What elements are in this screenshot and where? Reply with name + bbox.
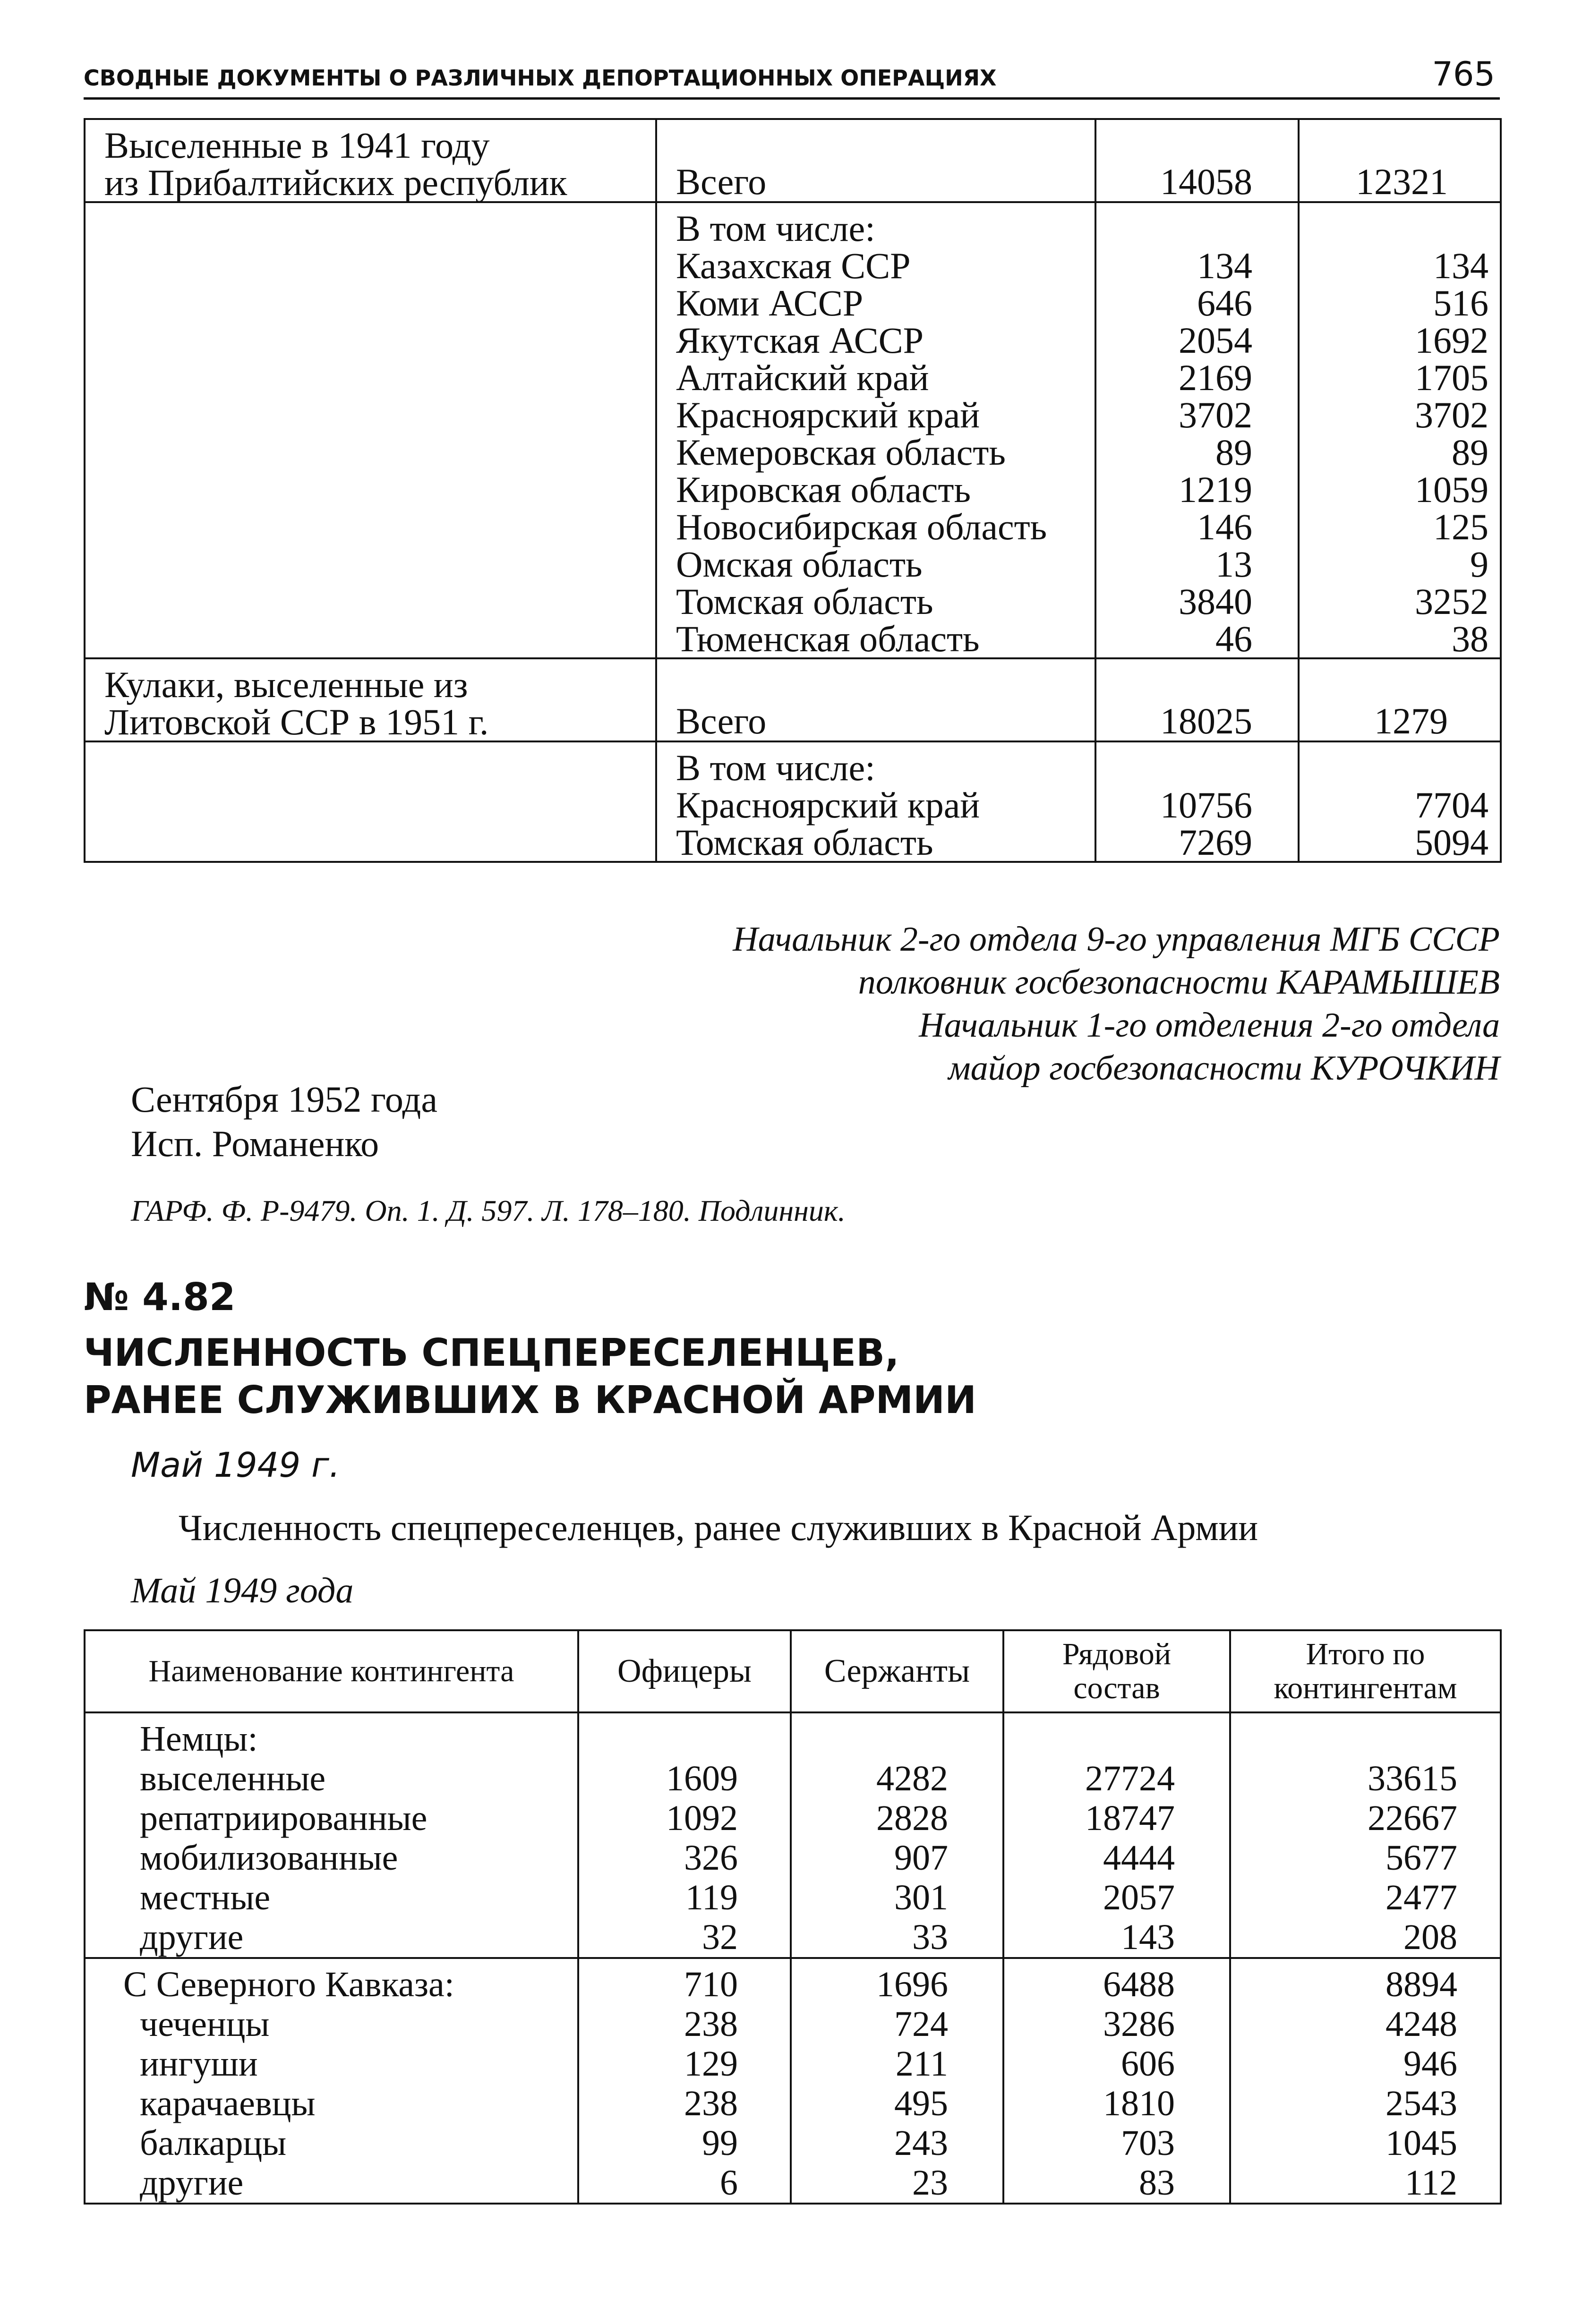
officers-value: 32 [578, 1917, 791, 1958]
category-line: Кулаки, выселенные из [104, 664, 468, 705]
region-name: Омская область [676, 544, 923, 585]
header-line: контингентам [1274, 1671, 1457, 1705]
contingent-table [84, 1629, 1502, 2205]
region-names [656, 202, 1095, 658]
total-value: 5677 [1230, 1838, 1501, 1878]
privates-value: 4444 [1003, 1838, 1230, 1878]
contingent-name: другие [85, 2163, 578, 2204]
total-value: 112 [1230, 2163, 1501, 2204]
region-values-a [1095, 741, 1299, 862]
contingent-name: другие [85, 1917, 578, 1958]
region-name: Якутская АССР [676, 320, 924, 361]
empty-cell [1003, 1712, 1230, 1759]
header-line: Итого по [1306, 1637, 1425, 1671]
region-name: Тюменская область [676, 618, 980, 659]
privates-value: 27724 [1003, 1759, 1230, 1798]
category-line: Литовской ССР в 1951 г. [104, 701, 489, 742]
table-row [85, 2163, 1501, 2204]
region-names [656, 741, 1095, 862]
privates-value: 703 [1003, 2123, 1230, 2163]
total-label: Всего [656, 119, 1095, 202]
region-value-b: 5094 [1415, 822, 1488, 863]
privates-value: 1810 [1003, 2084, 1230, 2123]
officers-value: 1609 [578, 1759, 791, 1798]
officers-value: 238 [578, 2004, 791, 2044]
officers-value: 710 [578, 1958, 791, 2004]
deport-section-2 [85, 658, 1501, 862]
document-title [84, 1329, 976, 1424]
sergeants-value: 23 [791, 2163, 1003, 2204]
empty-cell [578, 1712, 791, 1759]
privates-value: 3286 [1003, 2004, 1230, 2044]
region-value-b: 125 [1433, 506, 1488, 547]
running-head-title: СВОДНЫЕ ДОКУМЕНТЫ О РАЗЛИЧНЫХ ДЕПОРТАЦИОННЫХ ОПЕРАЦИЯХ [84, 65, 997, 91]
signature-line: Начальник 1-го отделения 2-го отдела [919, 1006, 1500, 1045]
table-row [85, 1798, 1501, 1838]
total-value: 22667 [1230, 1798, 1501, 1838]
total-value-b: 1279 [1299, 658, 1501, 741]
document-number: № 4.82 [84, 1275, 236, 1319]
group-title-row [85, 1958, 1501, 2004]
privates-value: 143 [1003, 1917, 1230, 1958]
officers-value: 6 [578, 2163, 791, 2204]
table-row [85, 2004, 1501, 2044]
region-value-a: 146 [1197, 506, 1252, 547]
region-value-b: 1059 [1415, 469, 1488, 510]
document-date: Сентября 1952 года [131, 1079, 437, 1120]
region-values-b [1299, 202, 1501, 658]
region-value-a: 13 [1215, 544, 1252, 585]
total-value-a: 14058 [1095, 119, 1299, 202]
table-row [85, 1917, 1501, 1958]
header-total [1230, 1630, 1501, 1712]
table-heading: Численность спецпереселенцев, ранее служивших в Красной Армии [179, 1507, 1258, 1548]
region-value-a: 89 [1215, 432, 1252, 473]
title-line: РАНЕЕ СЛУЖИВШИХ В КРАСНОЙ АРМИИ [84, 1378, 976, 1422]
table-row [85, 2044, 1501, 2084]
page-number: 765 [1432, 55, 1495, 94]
privates-value: 6488 [1003, 1958, 1230, 2004]
document-date-line: Май 1949 г. [131, 1445, 340, 1485]
region-value-b: 9 [1470, 544, 1488, 585]
deport-regions-row [85, 202, 1501, 658]
header-sergeants: Сержанты [791, 1630, 1003, 1712]
table-row [85, 1878, 1501, 1917]
region-name: Томская область [676, 822, 933, 863]
total-value: 2477 [1230, 1878, 1501, 1917]
region-value-b: 7704 [1415, 784, 1488, 826]
table-row [85, 2084, 1501, 2123]
officers-value: 99 [578, 2123, 791, 2163]
privates-value: 18747 [1003, 1798, 1230, 1838]
group-title: Немцы: [85, 1712, 578, 1759]
header-privates [1003, 1630, 1230, 1712]
region-name: Томская область [676, 581, 933, 622]
sergeants-value: 4282 [791, 1759, 1003, 1798]
table-row [85, 2123, 1501, 2163]
empty-cell [1230, 1712, 1501, 1759]
privates-value: 83 [1003, 2163, 1230, 2204]
officers-value: 129 [578, 2044, 791, 2084]
sergeants-value: 907 [791, 1838, 1003, 1878]
table-subdate: Май 1949 года [131, 1571, 354, 1610]
total-value: 946 [1230, 2044, 1501, 2084]
header-row [85, 1630, 1501, 1712]
incl-label: В том числе: [676, 747, 875, 788]
total-value-b: 12321 [1299, 119, 1501, 202]
region-value-a: 2169 [1179, 357, 1252, 398]
total-value: 4248 [1230, 2004, 1501, 2044]
sergeants-value: 724 [791, 2004, 1003, 2044]
deport-total-row [85, 119, 1501, 202]
contingent-name: балкарцы [85, 2123, 578, 2163]
total-value: 33615 [1230, 1759, 1501, 1798]
region-value-b: 134 [1433, 245, 1488, 286]
header-officers: Офицеры [578, 1630, 791, 1712]
group-title: С Северного Кавказа: [85, 1958, 578, 2004]
sergeants-value: 33 [791, 1917, 1003, 1958]
region-value-b: 38 [1452, 618, 1488, 659]
category-line: из Прибалтийских республик [104, 162, 567, 203]
total-value: 208 [1230, 1917, 1501, 1958]
running-head [84, 57, 1500, 100]
signature-line: полковник госбезопасности КАРАМЫШЕВ [858, 963, 1500, 1002]
sergeants-value: 1696 [791, 1958, 1003, 2004]
region-value-a: 134 [1197, 245, 1252, 286]
header-line: Рядовой [1062, 1637, 1172, 1671]
total-value-a: 18025 [1095, 658, 1299, 741]
contingent-name: репатриированные [85, 1798, 578, 1838]
region-value-a: 1219 [1179, 469, 1252, 510]
archive-reference: ГАРФ. Ф. Р-9479. Оп. 1. Д. 597. Л. 178–180. Подлинник. [131, 1194, 846, 1227]
title-line: ЧИСЛЕННОСТЬ СПЕЦПЕРЕСЕЛЕНЦЕВ, [84, 1331, 899, 1375]
sergeants-value: 495 [791, 2084, 1003, 2123]
region-value-b: 3702 [1415, 394, 1488, 435]
executor: Исп. Романенко [131, 1123, 379, 1164]
region-value-a: 10756 [1160, 784, 1252, 826]
region-value-a: 3702 [1179, 394, 1252, 435]
deport-category [85, 658, 656, 741]
contingent-name: мобилизованные [85, 1838, 578, 1878]
privates-value: 2057 [1003, 1878, 1230, 1917]
contingent-name: выселенные [85, 1759, 578, 1798]
region-name: Красноярский край [676, 784, 980, 826]
officers-value: 326 [578, 1838, 791, 1878]
empty-cell [85, 741, 656, 862]
total-label: Всего [656, 658, 1095, 741]
group-title-row [85, 1712, 1501, 1759]
total-value: 2543 [1230, 2084, 1501, 2123]
sergeants-value: 301 [791, 1878, 1003, 1917]
region-name: Коми АССР [676, 282, 864, 323]
deport-category [85, 119, 656, 202]
region-value-a: 646 [1197, 282, 1252, 323]
empty-cell [85, 202, 656, 658]
region-value-a: 7269 [1179, 822, 1252, 863]
total-value: 8894 [1230, 1958, 1501, 2004]
signature-block [366, 918, 1500, 1090]
region-name: Алтайский край [676, 357, 929, 398]
total-value: 1045 [1230, 2123, 1501, 2163]
deportation-table [84, 118, 1502, 863]
officers-value: 238 [578, 2084, 791, 2123]
officers-value: 1092 [578, 1798, 791, 1838]
table-row [85, 1838, 1501, 1878]
category-line: Выселенные в 1941 году [104, 125, 490, 166]
deport-total-row [85, 658, 1501, 741]
region-name: Кировская область [676, 469, 971, 510]
region-value-b: 1705 [1415, 357, 1488, 398]
region-value-a: 46 [1215, 618, 1252, 659]
sergeants-value: 2828 [791, 1798, 1003, 1838]
incl-label: В том числе: [676, 208, 875, 249]
region-value-a: 3840 [1179, 581, 1252, 622]
region-name: Красноярский край [676, 394, 980, 435]
date-block [131, 1077, 437, 1166]
empty-cell [791, 1712, 1003, 1759]
region-name: Кемеровская область [676, 432, 1006, 473]
region-value-b: 89 [1452, 432, 1488, 473]
signature-line: Начальник 2-го отдела 9-го управления МГБ СССР [733, 920, 1500, 959]
region-name: Новосибирская область [676, 506, 1047, 547]
table-row [85, 1759, 1501, 1798]
deport-section-1 [85, 119, 1501, 658]
header-line: состав [1073, 1671, 1160, 1705]
sergeants-value: 243 [791, 2123, 1003, 2163]
region-values-a [1095, 202, 1299, 658]
contingent-name: ингуши [85, 2044, 578, 2084]
region-value-b: 3252 [1415, 581, 1488, 622]
region-name: Казахская ССР [676, 245, 911, 286]
contingent-name: чеченцы [85, 2004, 578, 2044]
contingent-name: местные [85, 1878, 578, 1917]
privates-value: 606 [1003, 2044, 1230, 2084]
region-value-a: 2054 [1179, 320, 1252, 361]
region-value-b: 516 [1433, 282, 1488, 323]
signature-line: майор госбезопасности КУРОЧКИН [948, 1049, 1500, 1088]
contingent-name: карачаевцы [85, 2084, 578, 2123]
sergeants-value: 211 [791, 2044, 1003, 2084]
region-values-b [1299, 741, 1501, 862]
region-value-b: 1692 [1415, 320, 1488, 361]
deport-regions-row [85, 741, 1501, 862]
officers-value: 119 [578, 1878, 791, 1917]
header-contingent: Наименование контингента [85, 1630, 578, 1712]
